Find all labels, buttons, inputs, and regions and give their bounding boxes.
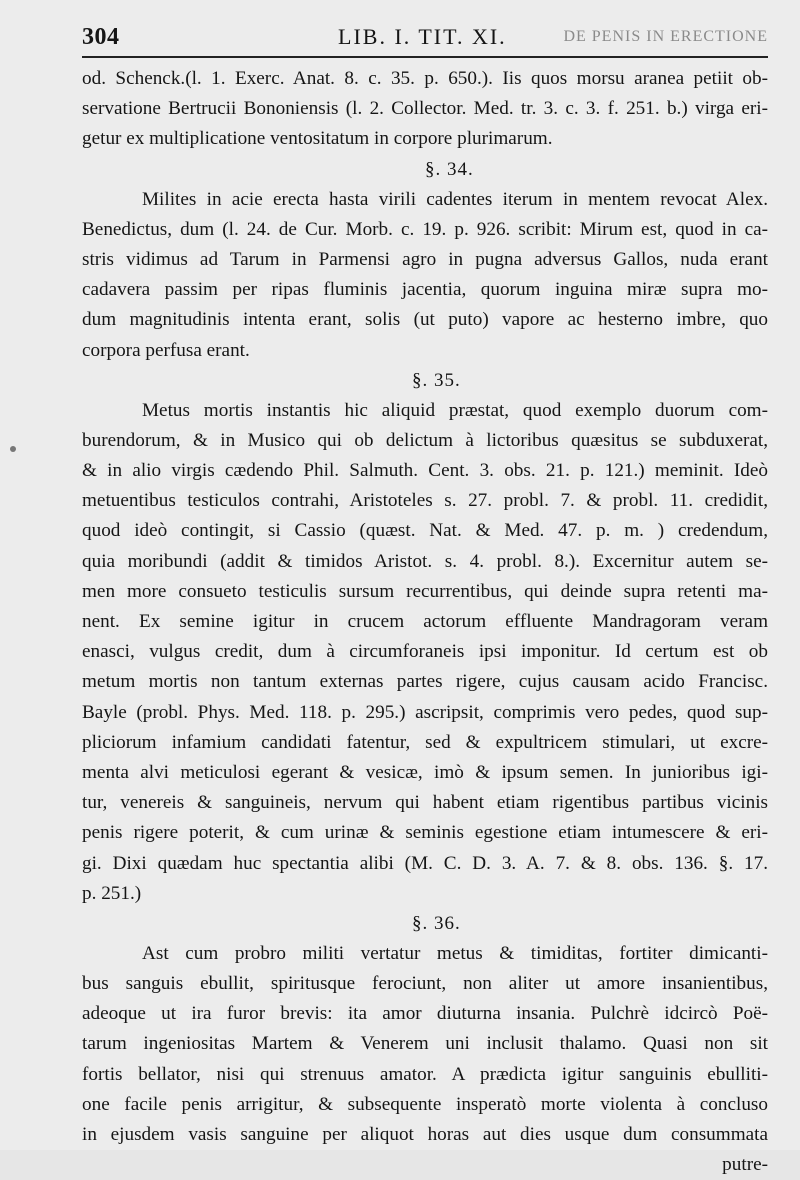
text-line: Benedictus, dum (l. 24. de Cur. Morb. c. 19. p. 926. scribit: Mirum est, quod in ca- <box>82 218 768 240</box>
text-line: men more consueto testiculis sursum recurrentibus, qui deinde supra retenti ma- <box>82 580 768 602</box>
text-line: pliciorum infamium candidati fatentur, sed & expultricem stimulari, ut excre- <box>82 731 768 753</box>
text-line: corpora perfusa erant. <box>82 339 250 361</box>
text-line: metum mortis non tantum externas partes rigere, cujus causam acido Francisc. <box>82 671 768 693</box>
text-line: fortis bellator, nisi qui strenuus amator. A prædicta igitur sanguinis ebulliti- <box>82 1063 768 1085</box>
text-line: tur, venereis & sanguineis, nervum qui habent etiam rigentibus partibus vicinis <box>82 792 768 814</box>
text-line: od. Schenck.(l. 1. Exerc. Anat. 8. c. 35. p. 650.). Iis quos morsu aranea petiit ob- <box>82 68 768 89</box>
text-line: cadavera passim per ripas fluminis jacentia, quorum inguina miræ supra mo- <box>82 279 768 301</box>
text-line: burendorum, & in Musico qui ob delictum à lictoribus quæsitus se subduxerat, <box>82 429 768 451</box>
text-line: dum magnitudinis intenta erant, solis (ut puto) vapore ac hesterno imbre, quo <box>82 309 768 331</box>
text-line: quia moribundi (addit & timidos Aristot. s. 4. probl. 8.). Excernitur autem se- <box>82 550 768 572</box>
text-line: & in alio virgis cædendo Phil. Salmuth. Cent. 3. obs. 21. p. 121.) meminit. Ideò <box>82 460 768 482</box>
text-line: Bayle (probl. Phys. Med. 118. p. 295.) ascripsit, comprimis vero pedes, quod sup- <box>82 701 768 723</box>
section-heading-35: §. 35. <box>412 369 461 391</box>
text-line: enasci, vulgus credit, dum à circumforaneis ipsi imponitur. Id certum est ob <box>82 641 768 663</box>
text-line: adeoque ut ira furor brevis: ita amor diuturna insania. Pulchrè idcircò Poë- <box>82 1003 768 1025</box>
section-heading-36: §. 36. <box>412 912 461 934</box>
page-header <box>82 22 768 58</box>
page-number: 304 <box>82 24 120 50</box>
text-line: stris vidimus ad Tarum in Parmensi agro in pugna adversus Gallos, nuda erant <box>82 248 768 270</box>
running-head: LIB. I. TIT. XI. <box>338 24 507 49</box>
text-line: one facile penis arrigitur, & subsequente insperatò morte violenta à concluso <box>82 1093 768 1115</box>
text-line: tarum ingeniositas Martem & Venerem uni inclusit thalamo. Quasi non sit <box>82 1033 768 1055</box>
text-line: in ejusdem vasis sanguine per aliquot horas aut dies usque dum consummata <box>82 1124 768 1145</box>
text-line: nent. Ex semine igitur in crucem actorum effluente Mandragoram veram <box>82 611 768 632</box>
text-line: bus sanguis ebullit, spiritusque ferociunt, non aliter ut amore insanientibus, <box>82 973 768 995</box>
text-line: Milites in acie erecta hasta virili cadentes iterum in mentem revocat Alex. <box>142 188 768 210</box>
text-line: quod ideò contingit, si Cassio (quæst. Nat. & Med. 47. p. m. ) credendum, <box>82 520 768 542</box>
text-line: servatione Bertrucii Bononiensis (l. 2. Collector. Med. tr. 3. c. 3. f. 251. b.) virga eri- <box>82 98 768 120</box>
text-line: menta alvi meticulosi egerant & vesicæ, imò & ipsum semen. In junioribus igi- <box>82 761 768 783</box>
running-head-faint: DE PENIS IN ERECTIONE <box>563 28 768 45</box>
text-line: penis rigere poterit, & cum urinæ & seminis egestione etiam intumescere & eri- <box>82 822 768 844</box>
text-line: Metus mortis instantis hic aliquid præstat, quod exemplo duorum com- <box>142 399 768 421</box>
text-line: p. 251.) <box>82 882 142 904</box>
section-heading-34: §. 34. <box>425 158 474 180</box>
text-line: gi. Dixi quædam huc spectantia alibi (M. C. D. 3. A. 7. & 8. obs. 136. §. 17. <box>82 852 768 874</box>
text-block <box>82 64 768 1180</box>
text-line: getur ex multiplicatione ventositatum in corpore plurimarum. <box>82 128 553 150</box>
catchword: putre- <box>722 1154 768 1176</box>
text-line: metuentibus testiculos contrahi, Aristoteles s. 27. probl. 7. & probl. 11. credidit, <box>82 490 768 512</box>
margin-dot-mark <box>10 446 16 452</box>
text-line: Ast cum probro militi vertatur metus & timiditas, fortiter dimicanti- <box>142 942 768 964</box>
